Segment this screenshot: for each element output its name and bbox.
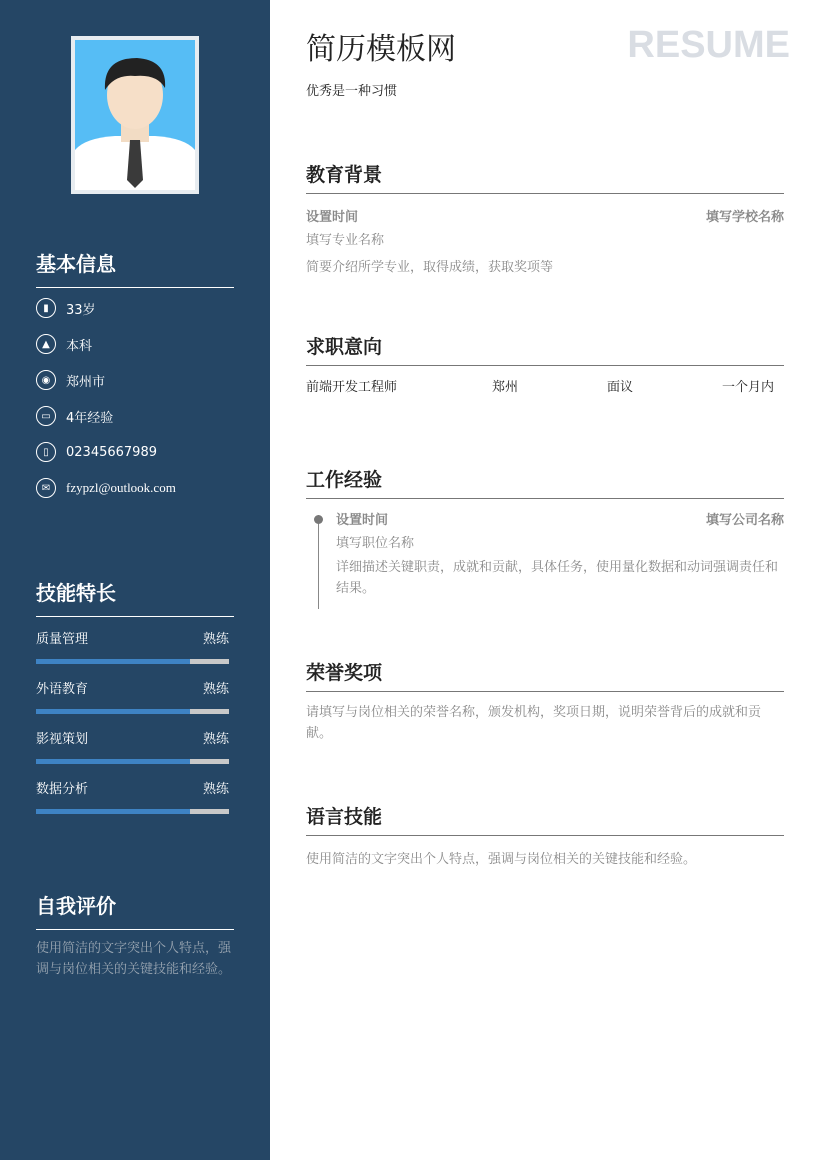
section-heading: 求职意向 xyxy=(306,332,784,366)
sidebar xyxy=(0,0,270,1160)
skill-item xyxy=(36,678,229,714)
graduation-cap-icon: ▲ xyxy=(36,334,56,354)
intent-arrival: 一个月内 xyxy=(722,380,775,395)
work-section xyxy=(306,465,784,609)
language-section xyxy=(306,802,784,867)
resume-watermark: RESUME xyxy=(627,24,790,66)
briefcase-icon: ▭ xyxy=(36,406,56,426)
info-education xyxy=(36,334,92,354)
info-text: 4年经验 xyxy=(66,410,114,426)
skill-bar xyxy=(36,709,229,714)
skill-bar-fill xyxy=(36,709,190,714)
edu-school: 填写学校名称 xyxy=(705,210,784,225)
section-heading: 工作经验 xyxy=(306,465,784,499)
skill-item xyxy=(36,628,229,664)
skill-name: 影视策划 xyxy=(36,732,89,747)
intent-position: 前端开发工程师 xyxy=(306,380,398,395)
skill-name: 外语教育 xyxy=(36,682,89,697)
skill-item xyxy=(36,728,229,764)
phone-icon: ▯ xyxy=(36,442,56,462)
info-age xyxy=(36,298,96,318)
timeline-line xyxy=(318,515,319,609)
basic-info-heading: 基本信息 xyxy=(36,248,234,288)
honors-section xyxy=(306,658,784,744)
section-heading: 语言技能 xyxy=(306,802,784,836)
mail-icon: ✉ xyxy=(36,478,56,498)
bar-chart-icon: ▮ xyxy=(36,298,56,318)
section-heading: 荣誉奖项 xyxy=(306,658,784,692)
work-position: 填写职位名称 xyxy=(336,536,415,551)
self-eval-heading: 自我评价 xyxy=(36,890,234,930)
skill-level: 熟练 xyxy=(202,732,229,747)
self-eval-text: 使用简洁的文字突出个人特点，强调与岗位相关的关键技能和经验。 xyxy=(36,941,232,977)
page-title: 简历模板网 xyxy=(306,32,456,67)
info-experience xyxy=(36,406,113,426)
skill-level: 熟练 xyxy=(202,782,229,797)
edu-desc: 简要介绍所学专业，取得成绩，获取奖项等 xyxy=(306,260,554,275)
info-text: 本科 xyxy=(66,338,93,354)
language-desc: 使用简洁的文字突出个人特点，强调与岗位相关的关键技能和经验。 xyxy=(306,852,697,867)
skill-name: 质量管理 xyxy=(36,632,89,647)
edu-major: 填写专业名称 xyxy=(306,233,385,248)
education-section xyxy=(306,160,784,275)
info-text: 郑州市 xyxy=(66,374,106,390)
work-company: 填写公司名称 xyxy=(705,513,784,528)
intention-section xyxy=(306,332,784,395)
info-phone xyxy=(36,442,157,462)
info-text: 02345667989 xyxy=(66,444,157,460)
info-email xyxy=(36,478,176,498)
work-desc: 详细描述关键职责，成就和贡献，具体任务，使用量化数据和动词强调责任和结果。 xyxy=(336,560,779,596)
skill-bar xyxy=(36,659,229,664)
work-time: 设置时间 xyxy=(336,513,389,528)
timeline-dot xyxy=(314,515,323,524)
skills-heading: 技能特长 xyxy=(36,577,234,617)
skill-bar xyxy=(36,809,229,814)
skill-bar-fill xyxy=(36,809,190,814)
edu-time: 设置时间 xyxy=(306,210,359,225)
skill-bar-fill xyxy=(36,759,190,764)
skill-level: 熟练 xyxy=(202,632,229,647)
info-text: 33岁 xyxy=(66,302,96,318)
skill-item xyxy=(36,778,229,814)
location-pin-icon: ◉ xyxy=(36,370,56,390)
info-text[interactable]: fzypzl@outlook.com xyxy=(66,480,176,495)
section-heading: 教育背景 xyxy=(306,160,784,194)
motto: 优秀是一种习惯 xyxy=(306,84,398,99)
intent-salary: 面议 xyxy=(607,380,634,395)
skill-name: 数据分析 xyxy=(36,782,89,797)
info-city xyxy=(36,370,105,390)
skill-bar xyxy=(36,759,229,764)
intent-city: 郑州 xyxy=(492,380,519,395)
skill-level: 熟练 xyxy=(202,682,229,697)
profile-photo xyxy=(71,36,199,194)
skill-bar-fill xyxy=(36,659,190,664)
honors-desc: 请填写与岗位相关的荣誉名称，颁发机构，奖项日期，说明荣誉背后的成就和贡献。 xyxy=(306,705,762,741)
